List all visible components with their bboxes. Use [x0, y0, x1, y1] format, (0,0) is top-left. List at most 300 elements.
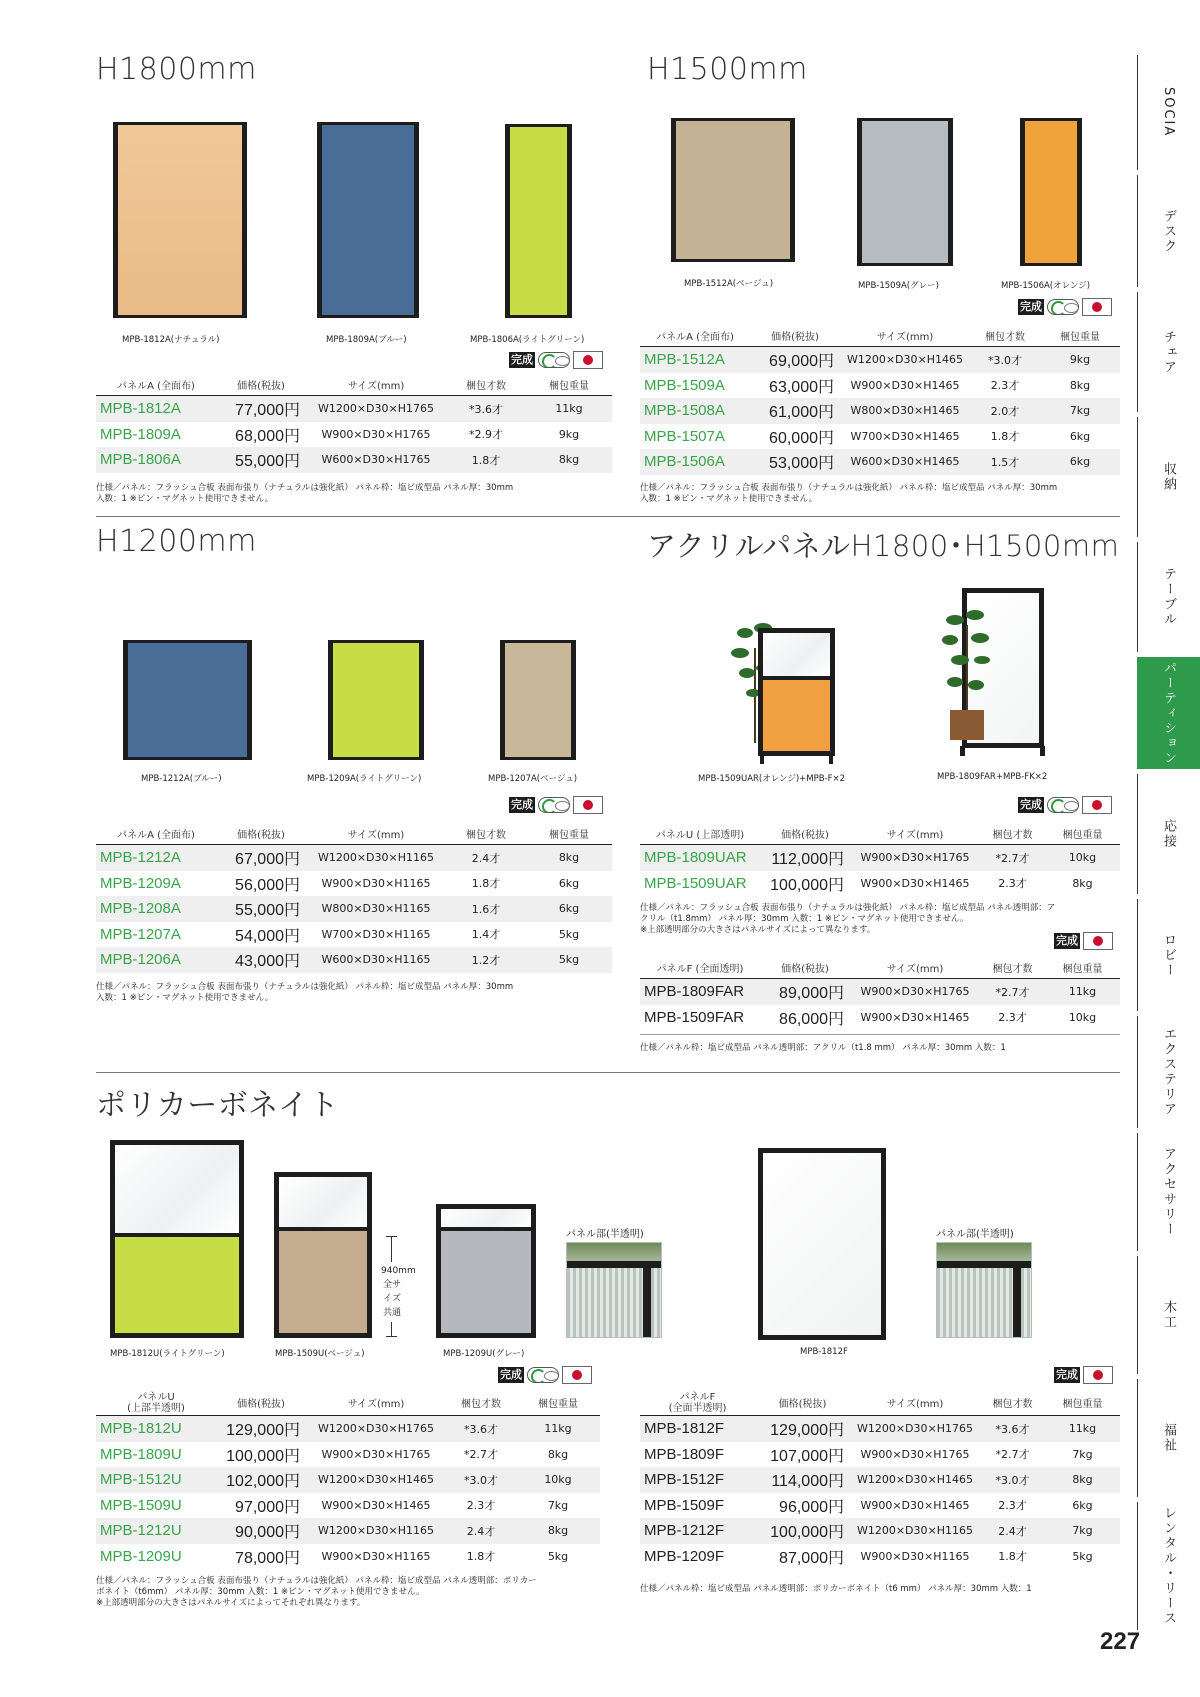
panel-foot: [1040, 746, 1045, 756]
poly-panel-full: [758, 1148, 886, 1340]
poly-panel-beige: [274, 1172, 372, 1338]
table-row: [640, 1416, 1120, 1442]
size-value: W900×D30×H1765: [860, 1447, 970, 1461]
price-table-h1800: [96, 374, 612, 473]
divider: [640, 1034, 1120, 1035]
price-value: 97,000円: [235, 1498, 300, 1516]
pack-value: *3.0才: [995, 1473, 1030, 1487]
side-tab-exterior[interactable]: エクステリア: [1161, 1027, 1176, 1117]
section-title-polycarbonate: ポリカーボネイト: [96, 1088, 340, 1123]
size-value: W900×D30×H1765: [860, 851, 970, 865]
caption: MPB-1509UAR(オレンジ)+MPB-F×2: [698, 774, 846, 784]
size-value: W1200×D30×H1165: [856, 1524, 974, 1538]
weight-value: 8kg: [1072, 1473, 1093, 1487]
table-row: [640, 1544, 1120, 1570]
pack-value: *2.7才: [464, 1448, 498, 1462]
kansei-badge: 完成: [1056, 934, 1078, 947]
acrylic-panel-orange: [758, 628, 835, 756]
japan-flag-icon: [562, 1366, 592, 1384]
side-tab-chair[interactable]: チェア: [1161, 329, 1176, 375]
table-row: [96, 396, 612, 422]
weight-value: 11kg: [544, 1422, 572, 1436]
caption: MPB-1809FAR+MPB-FK×2: [937, 772, 1048, 782]
table-row: [640, 398, 1120, 424]
product-code: MPB-1809F: [644, 1445, 725, 1463]
table-row: [96, 845, 612, 871]
kansei-badge: 完成: [1056, 1368, 1078, 1381]
size-value: W900×D30×H1465: [850, 378, 960, 392]
product-code: MPB-1206A: [100, 951, 181, 969]
japan-flag-icon: [573, 351, 603, 369]
divider: [96, 1072, 1120, 1073]
side-tab-desk[interactable]: デスク: [1161, 208, 1176, 254]
weight-value: 10kg: [1068, 851, 1097, 865]
column-header: 梱包才数: [992, 964, 1033, 975]
column-header: パネルU (上部透明): [655, 830, 745, 841]
spec-note: 仕様／パネル：フラッシュ合板 表面布張り（ナチュラルは強化紙） パネル枠：塩ビ成型品 パネル透明部：ア クリル（t1.8mm） パネル厚：30mm 入数：1 ※ピン・マグネット使用できません。 ※上部透明部分の大きさはパネルサイズによって異なります。: [640, 903, 1056, 935]
table-row: [96, 896, 612, 922]
table-row: [96, 947, 612, 973]
column-header: 梱包重量: [549, 381, 589, 392]
product-code: MPB-1809A: [100, 425, 181, 443]
price-value: 43,000円: [235, 953, 300, 971]
weight-value: 7kg: [547, 1498, 569, 1512]
weight-value: 7kg: [1072, 1524, 1093, 1538]
product-code: MPB-1212U: [100, 1522, 182, 1540]
panel-image-beige: [502, 640, 574, 760]
caption: MPB-1812A(ナチュラル): [122, 335, 220, 345]
green-mark-icon: [538, 352, 570, 368]
product-code: MPB-1512F: [644, 1471, 725, 1489]
price-value: 77,000円: [235, 402, 300, 420]
pack-value: 2.3才: [998, 877, 1027, 891]
size-value: W1200×D30×H1765: [856, 1422, 974, 1436]
pack-value: *2.7才: [995, 851, 1030, 865]
weight-value: 8kg: [547, 1447, 569, 1461]
caption: MPB-1209U(グレー): [443, 1349, 525, 1359]
price-value: 61,000円: [769, 404, 834, 422]
product-code: MPB-1508A: [644, 402, 725, 420]
column-header: 梱包才数: [466, 381, 506, 392]
panel-image-lightgreen: [507, 124, 570, 318]
size-value: W1200×D30×H1765: [317, 402, 435, 416]
size-value: W700×D30×H1165: [321, 927, 431, 941]
size-value: W600×D30×H1165: [321, 953, 431, 967]
section-title-h1800: H1800mm: [96, 52, 257, 87]
table-row: [640, 449, 1120, 475]
badge-group: [1018, 298, 1112, 316]
zoom-detail-frame: [1013, 1261, 1021, 1338]
column-header: 梱包重量: [549, 830, 589, 841]
green-mark-icon: [527, 1367, 559, 1383]
panel-foot: [960, 746, 965, 756]
product-code: MPB-1509UAR: [644, 874, 747, 892]
column-header: サイズ(mm): [347, 381, 405, 392]
price-value: 112,000円: [771, 851, 844, 869]
japan-flag-icon: [1082, 298, 1112, 316]
price-value: 63,000円: [769, 378, 834, 396]
table-row: [640, 1442, 1120, 1468]
green-mark-icon: [538, 797, 570, 813]
poly-panel-gray: [436, 1204, 536, 1338]
poly-panel-lightgreen: [110, 1140, 244, 1338]
zoom-detail-frame: [643, 1261, 651, 1338]
badge-group: [1054, 932, 1113, 950]
japan-flag-icon: [1083, 1366, 1113, 1384]
panel-fill-gray: [441, 1231, 531, 1333]
product-code: MPB-1812U: [100, 1420, 182, 1438]
caption: MPB-1806A(ライトグリーン): [470, 335, 585, 345]
weight-value: 7kg: [1072, 1447, 1093, 1461]
column-header: 価格(税抜): [781, 830, 829, 841]
pack-value: *3.6才: [464, 1422, 498, 1436]
product-code: MPB-1509F: [644, 1496, 725, 1514]
table-row: [96, 1442, 600, 1468]
caption: MPB-1506A(オレンジ): [1001, 281, 1091, 291]
weight-value: 10kg: [544, 1473, 572, 1487]
pack-value: 2.4才: [998, 1524, 1027, 1538]
weight-value: 7kg: [1069, 404, 1091, 418]
clear-window: [763, 633, 830, 676]
weight-value: 8kg: [558, 851, 580, 865]
price-value: 55,000円: [235, 902, 300, 920]
kansei-badge: 完成: [511, 353, 533, 366]
section-title-h1200: H1200mm: [96, 524, 257, 559]
translucent-window: [115, 1145, 239, 1233]
product-code: MPB-1209F: [644, 1547, 725, 1565]
weight-value: 8kg: [558, 453, 580, 467]
pack-value: 1.8才: [471, 453, 501, 467]
caption: MPB-1812U(ライトグリーン): [110, 1349, 225, 1359]
caption: MPB-1509U(ベージュ): [275, 1349, 365, 1359]
panel-fill-lightgreen: [115, 1237, 239, 1333]
zoom-label: パネル部(半透明): [566, 1229, 644, 1240]
column-header: 梱包重量: [1062, 830, 1103, 841]
panel-fill-beige: [279, 1231, 367, 1333]
badge-group: [1054, 1366, 1113, 1384]
size-value: W900×D30×H1165: [321, 1549, 431, 1563]
size-value: W1200×D30×H1165: [317, 1524, 435, 1538]
section-title-acrylic: アクリルパネルH1800･H1500mm: [647, 529, 1120, 563]
price-value: 96,000円: [779, 1498, 844, 1516]
zoom-detail-leaves: [937, 1243, 1032, 1261]
price-table-poly-u: [96, 1390, 600, 1569]
kansei-badge: 完成: [500, 1368, 522, 1381]
pack-value: 2.4才: [466, 1524, 496, 1538]
size-value: W1200×D30×H1465: [317, 1473, 435, 1487]
spec-note: 仕様／パネル：フラッシュ合板 表面布張り（ナチュラルは強化紙） パネル枠：塩ビ成型品 パネル厚：30mm 入数：1 ※ピン・マグネット使用できません。: [96, 483, 514, 504]
section-title-h1500: H1500mm: [647, 52, 808, 87]
badge-group: [509, 351, 603, 369]
price-value: 90,000円: [235, 1524, 300, 1542]
column-header: 梱包才数: [461, 1399, 501, 1410]
size-value: W1200×D30×H1465: [846, 353, 964, 367]
price-table-acrylic-u: [640, 823, 1120, 896]
pack-value: 1.5才: [990, 455, 1020, 469]
plant-illustration: [940, 600, 1040, 750]
product-code: MPB-1809U: [100, 1445, 182, 1463]
table-row: [640, 373, 1120, 399]
side-tab-table[interactable]: テーブル: [1161, 567, 1176, 627]
panel-image-blue: [125, 640, 250, 760]
zoom-detail-image: [936, 1242, 1032, 1338]
spec-note: 仕様／パネル枠：塩ビ成型品 パネル透明部：ポリカーボネイト（t6 mm） パネル厚：30mm 入数：1: [640, 1584, 1032, 1594]
product-code: MPB-1812A: [100, 400, 181, 418]
dimension-tick: [386, 1236, 397, 1237]
side-tab-woodwork[interactable]: 木工: [1161, 1300, 1176, 1330]
column-header: パネルF (全面半透明): [668, 1391, 727, 1414]
table-row: [640, 1518, 1120, 1544]
pack-value: 2.0才: [990, 404, 1020, 418]
product-code: MPB-1209U: [100, 1547, 182, 1565]
price-value: 69,000円: [769, 353, 834, 371]
caption: MPB-1512A(ベージュ): [684, 279, 774, 289]
price-value: 60,000円: [769, 429, 834, 447]
column-header: サイズ(mm): [886, 964, 944, 975]
badge-group: [1018, 796, 1112, 814]
price-value: 100,000円: [770, 1524, 844, 1542]
caption: MPB-1509A(グレー): [858, 281, 939, 291]
price-table-h1200: [96, 823, 612, 973]
product-code: MPB-1212A: [100, 849, 181, 867]
product-code: MPB-1809UAR: [644, 849, 747, 867]
pack-value: *2.7才: [995, 985, 1030, 999]
weight-value: 9kg: [1069, 353, 1091, 367]
pack-value: 1.8才: [998, 1550, 1027, 1564]
product-code: MPB-1809FAR: [644, 983, 745, 1001]
product-code: MPB-1207A: [100, 925, 181, 943]
weight-value: 8kg: [547, 1524, 569, 1538]
caption: MPB-1809A(ブルー): [326, 335, 407, 345]
pack-value: 2.3才: [998, 1499, 1027, 1513]
column-header: 価格(税抜): [781, 964, 829, 975]
side-tab-reception[interactable]: 応接: [1161, 819, 1176, 849]
product-code: MPB-1208A: [100, 900, 181, 918]
column-header: 梱包才数: [992, 1399, 1033, 1410]
price-table-poly-f: [640, 1390, 1120, 1569]
side-tab-accessory[interactable]: アクセサリー: [1161, 1147, 1176, 1237]
badge-group: [498, 1366, 592, 1384]
price-value: 107,000円: [770, 1447, 844, 1465]
product-code: MPB-1812F: [644, 1420, 725, 1438]
product-code: MPB-1506A: [644, 453, 725, 471]
size-value: W800×D30×H1165: [321, 902, 431, 916]
table-row: [96, 447, 612, 473]
price-value: 68,000円: [235, 427, 300, 445]
weight-value: 5kg: [1072, 1549, 1093, 1563]
table-row: [96, 871, 612, 897]
column-header: 梱包才数: [985, 332, 1025, 343]
caption: MPB-1212A(ブルー): [141, 774, 222, 784]
side-tab-partition[interactable]: パーティション: [1137, 657, 1200, 769]
column-header: 梱包重量: [1060, 332, 1100, 343]
pack-value: 2.3才: [990, 379, 1020, 393]
kansei-badge: 完成: [1020, 300, 1042, 313]
side-tab-welfare[interactable]: 福祉: [1161, 1423, 1176, 1453]
weight-value: 6kg: [1069, 455, 1091, 469]
pack-value: *2.7才: [995, 1448, 1030, 1462]
size-value: W900×D30×H1465: [860, 876, 970, 890]
japan-flag-icon: [1083, 932, 1113, 950]
price-value: 100,000円: [770, 876, 844, 894]
page-number: 227: [1100, 1628, 1141, 1655]
translucent-window: [441, 1209, 531, 1227]
weight-value: 6kg: [1072, 1498, 1093, 1512]
price-table-h1500: [640, 325, 1120, 475]
pack-value: *3.0才: [464, 1473, 498, 1487]
weight-value: 8kg: [1069, 378, 1091, 392]
table-row: [640, 871, 1120, 897]
column-header: サイズ(mm): [347, 1399, 405, 1410]
price-value: 67,000円: [235, 851, 300, 869]
panel-image-gray: [859, 118, 951, 266]
pack-value: 1.6才: [471, 902, 501, 916]
size-value: W900×D30×H1165: [860, 1549, 970, 1563]
weight-value: 5kg: [547, 1549, 569, 1563]
panel-image-orange: [1022, 118, 1080, 266]
size-value: W800×D30×H1465: [850, 404, 960, 418]
column-header: 梱包才数: [992, 830, 1033, 841]
table-row: [640, 424, 1120, 450]
product-code: MPB-1512A: [644, 351, 725, 369]
column-header: 梱包重量: [538, 1399, 578, 1410]
size-value: W700×D30×H1465: [850, 429, 960, 443]
caption: MPB-1812F: [800, 1347, 848, 1357]
weight-value: 5kg: [558, 927, 580, 941]
pack-value: 2.4才: [471, 851, 501, 865]
price-value: 53,000円: [769, 455, 834, 473]
table-row: [96, 1416, 600, 1442]
kansei-badge: 完成: [511, 798, 533, 811]
column-header: 価格(税抜): [237, 1399, 285, 1410]
column-header: サイズ(mm): [886, 1399, 944, 1410]
pack-value: *3.6才: [469, 402, 503, 416]
table-row: [640, 845, 1120, 871]
weight-value: 11kg: [1068, 1422, 1097, 1436]
size-value: W1200×D30×H1765: [317, 1422, 435, 1436]
product-code: MPB-1806A: [100, 451, 181, 469]
green-mark-icon: [1047, 299, 1079, 315]
weight-value: 11kg: [1068, 985, 1097, 999]
size-value: W900×D30×H1465: [321, 1498, 431, 1512]
zoom-detail-leaves: [567, 1243, 662, 1261]
pack-value: *2.9才: [469, 428, 503, 442]
dimension-tick: [386, 1336, 397, 1337]
side-tab-storage[interactable]: 収納: [1161, 462, 1176, 492]
size-value: W1200×D30×H1165: [317, 851, 435, 865]
panel-foot: [760, 756, 764, 764]
size-value: W900×D30×H1465: [860, 1010, 970, 1024]
column-header: 価格(税抜): [237, 381, 285, 392]
table-row: [640, 979, 1120, 1005]
pack-value: *3.0才: [988, 353, 1022, 367]
spec-note: 仕様／パネル：フラッシュ合板 表面布張り（ナチュラルは強化紙） パネル枠：塩ビ成型品 パネル厚：30mm 入数：1 ※ピン・マグネット使用できません。: [96, 982, 514, 1003]
price-value: 102,000円: [226, 1473, 300, 1491]
japan-flag-icon: [573, 796, 603, 814]
weight-value: 6kg: [1069, 429, 1091, 443]
weight-value: 9kg: [558, 427, 580, 441]
price-value: 87,000円: [779, 1549, 844, 1567]
price-value: 129,000円: [226, 1422, 300, 1440]
side-tab-lobby[interactable]: ロビー: [1161, 932, 1176, 978]
price-value: 55,000円: [235, 453, 300, 471]
size-value: W1200×D30×H1465: [856, 1473, 974, 1487]
table-row: [640, 1493, 1120, 1519]
pack-value: 1.4才: [471, 928, 501, 942]
translucent-window: [763, 1153, 881, 1335]
zoom-detail-image: [566, 1242, 662, 1338]
size-value: W900×D30×H1765: [321, 427, 431, 441]
table-row: [96, 422, 612, 448]
price-value: 129,000円: [770, 1422, 844, 1440]
panel-image-natural: [115, 122, 245, 318]
size-value: W900×D30×H1765: [860, 985, 970, 999]
price-value: 86,000円: [779, 1010, 844, 1028]
column-header: 価格(税抜): [778, 1399, 827, 1410]
pack-value: 1.2才: [471, 953, 501, 967]
price-value: 78,000円: [235, 1549, 300, 1567]
product-code: MPB-1509U: [100, 1496, 182, 1514]
pack-value: 2.3才: [466, 1499, 496, 1513]
product-code: MPB-1209A: [100, 874, 181, 892]
product-code: MPB-1507A: [644, 427, 725, 445]
column-header: サイズ(mm): [886, 830, 944, 841]
price-value: 89,000円: [779, 985, 844, 1003]
pack-value: *3.6才: [995, 1422, 1030, 1436]
column-header: サイズ(mm): [876, 332, 934, 343]
divider: [96, 516, 1120, 517]
weight-value: 10kg: [1068, 1010, 1097, 1024]
column-header: 梱包重量: [1062, 1399, 1103, 1410]
price-table-acrylic-f: [640, 957, 1120, 1030]
caption: MPB-1207A(ベージュ): [488, 774, 578, 784]
weight-value: 6kg: [558, 876, 580, 890]
spec-note: 仕様／パネル：フラッシュ合板 表面布張り（ナチュラルは強化紙） パネル枠：塩ビ成型品 パネル厚：30mm 入数：1 ※ピン・マグネット使用できません。: [640, 483, 1058, 504]
panel-image-beige: [673, 118, 793, 262]
size-value: W600×D30×H1465: [850, 455, 960, 469]
kansei-badge: 完成: [1020, 798, 1042, 811]
translucent-window: [279, 1177, 367, 1227]
weight-value: 11kg: [555, 402, 583, 416]
column-header: パネルA (全面布): [656, 332, 734, 343]
size-value: W900×D30×H1165: [321, 876, 431, 890]
panel-foot: [829, 756, 833, 764]
table-row: [640, 347, 1120, 373]
column-header: パネルA (全面布): [117, 830, 195, 841]
product-code: MPB-1212F: [644, 1522, 725, 1540]
product-code: MPB-1512U: [100, 1471, 182, 1489]
panel-image-lightgreen: [330, 640, 422, 760]
weight-value: 8kg: [1072, 876, 1093, 890]
table-row: [96, 922, 612, 948]
pack-value: 2.3才: [998, 1011, 1027, 1025]
pack-value: 1.8才: [466, 1550, 496, 1564]
size-value: W900×D30×H1465: [860, 1498, 970, 1512]
side-tab-rental[interactable]: レンタル・リース: [1161, 1506, 1176, 1626]
column-header: パネルF (全面透明): [656, 964, 744, 975]
column-header: パネルA (全面布): [117, 381, 195, 392]
table-row: [96, 1467, 600, 1493]
column-header: 価格(税抜): [237, 830, 285, 841]
column-header: サイズ(mm): [347, 830, 405, 841]
weight-value: 6kg: [558, 902, 580, 916]
size-value: W900×D30×H1765: [321, 1447, 431, 1461]
price-value: 114,000円: [771, 1473, 844, 1491]
side-tab-socia[interactable]: SOCIA: [1161, 87, 1176, 138]
price-value: 54,000円: [235, 927, 300, 945]
spec-note: 仕様／パネル枠：塩ビ成型品 パネル透明部：アクリル（t1.8 mm） パネル厚：30mm 入数：1: [640, 1043, 1006, 1053]
panel-fill-orange: [763, 680, 830, 751]
